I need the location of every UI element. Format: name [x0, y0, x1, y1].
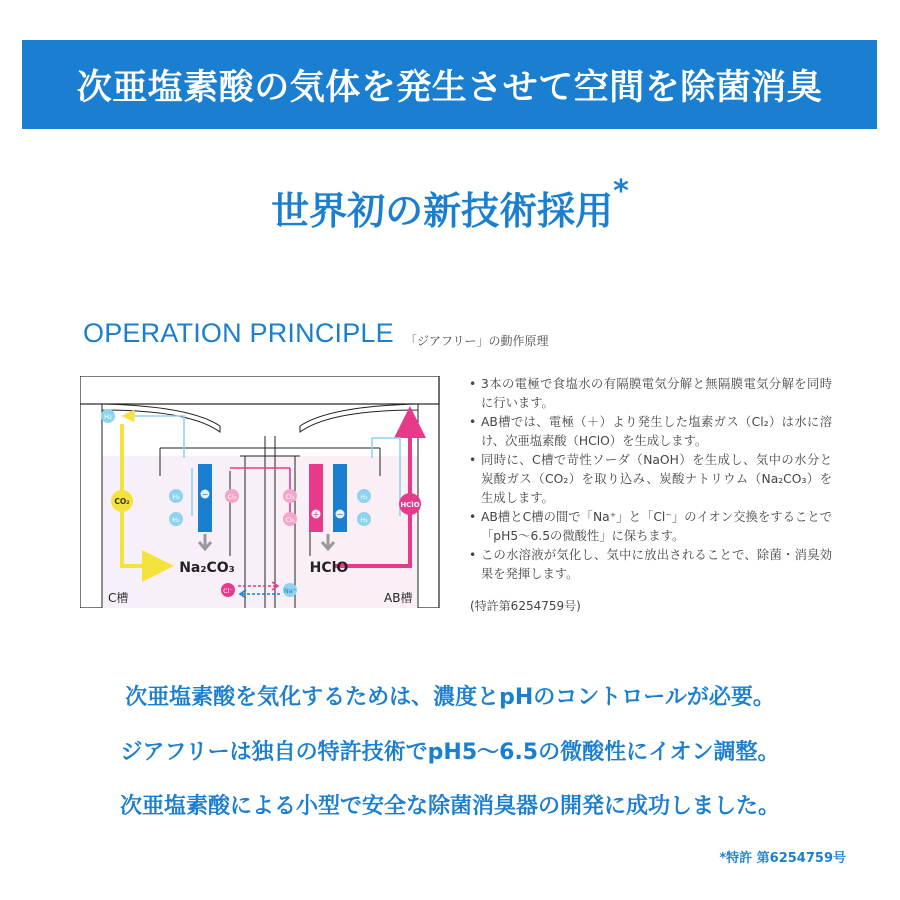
principle-bullets	[467, 375, 832, 584]
headline-text: 世界初の新技術採用	[271, 189, 614, 233]
headline-mark: *	[613, 174, 629, 209]
body-line-1: 次亜塩素酸を気化するためは、濃度とpHのコントロールが必要。	[125, 685, 775, 710]
banner-title: 次亜塩素酸の気体を発生させて空間を除菌消臭	[76, 67, 823, 108]
principle-subtitle: 「ジアフリー」の動作原理	[405, 334, 549, 348]
body-line-2: ジアフリーは独自の特許技術でpH5～6.5の微酸性にイオン調整。	[120, 740, 780, 765]
c-tank-label: C槽	[108, 591, 129, 605]
svg-text:+: +	[312, 510, 320, 519]
svg-text:CO₂: CO₂	[114, 497, 130, 506]
principle-title: OPERATION PRINCIPLE	[83, 318, 394, 348]
svg-text:Cl₂: Cl₂	[227, 493, 237, 501]
svg-text:Cl₂: Cl₂	[285, 493, 295, 501]
svg-text:H₂: H₂	[360, 493, 368, 501]
svg-text:HClO: HClO	[400, 501, 420, 509]
footnote: *特許 第6254759号	[719, 851, 846, 866]
svg-text:H₂: H₂	[172, 493, 180, 501]
bullet-item: • AB槽とC槽の間で「Na⁺」と「Cl⁻」のイオン交換をすることで「pH5～6.5の微酸性」に保ちます。	[467, 508, 832, 546]
body-line-3: 次亜塩素酸による小型で安全な除菌消臭器の開発に成功しました。	[119, 794, 780, 819]
center-electrode	[309, 464, 323, 532]
svg-text:H₂: H₂	[103, 413, 113, 421]
svg-text:H₂: H₂	[172, 516, 180, 524]
svg-text:−: −	[336, 510, 344, 519]
patent-note: (特許第6254759号)	[470, 599, 581, 613]
svg-text:Cl₂: Cl₂	[285, 516, 295, 524]
diagram-lid	[80, 376, 439, 404]
bullet-item: • この水溶液が気化し、気中に放出されることで、除菌・消臭効果を発揮します。	[467, 546, 832, 584]
top-banner	[22, 40, 877, 129]
na2co3-label: Na₂CO₃	[179, 560, 235, 576]
svg-text:−: −	[201, 490, 209, 499]
ab-tank-label: AB槽	[384, 591, 413, 605]
bullet-item: • AB槽では、電極（＋）より発生した塩素ガス（Cl₂）は水に溶け、次亜塩素酸（HClO）を生成します。	[467, 413, 832, 451]
bullet-item: • 3本の電極で食塩水の有隔膜電気分解と無隔膜電気分解を同時に行います。	[467, 375, 832, 413]
right-electrode	[333, 464, 347, 532]
svg-text:H₂: H₂	[360, 516, 368, 524]
svg-text:Cl⁻: Cl⁻	[223, 587, 233, 595]
svg-text:Na⁺: Na⁺	[283, 587, 297, 595]
headline	[0, 174, 900, 235]
operation-diagram	[80, 376, 440, 608]
bullet-item: • 同時に、C槽で苛性ソーダ（NaOH）を生成し、気中の水分と炭酸ガス（CO₂）を取り込み、炭酸ナトリウム（Na₂CO₃）を生成します。	[467, 451, 832, 508]
hclo-label: HClO	[309, 560, 349, 576]
